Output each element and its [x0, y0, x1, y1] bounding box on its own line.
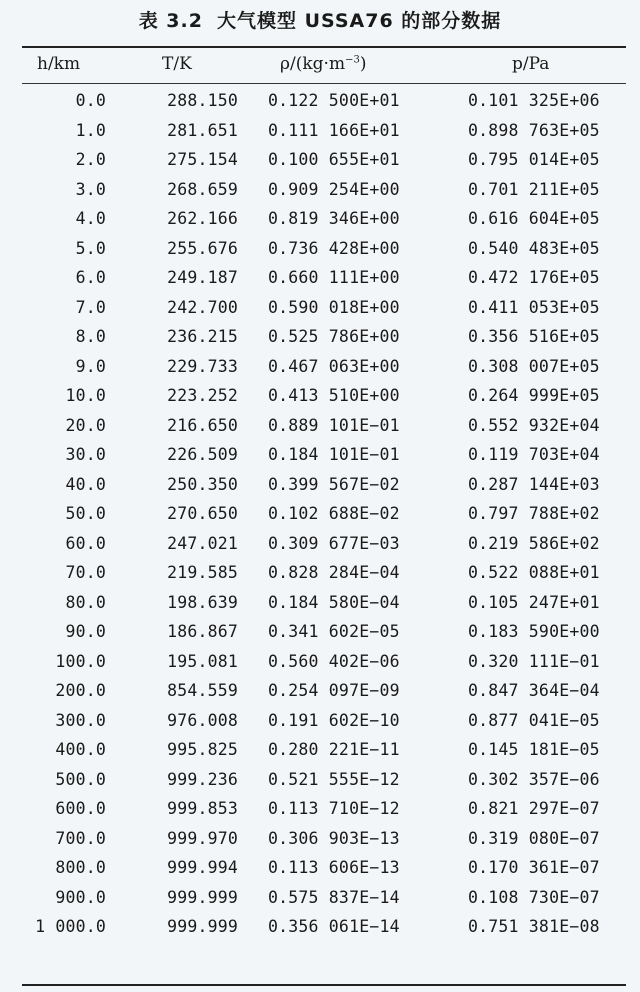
- table-row: [22, 617, 626, 647]
- cell-temperature: 247.021: [167, 533, 238, 553]
- cell-density: 0.590 018E+00: [268, 297, 400, 317]
- cell-pressure: 0.302 357E−06: [468, 769, 600, 789]
- table-title: [0, 6, 640, 33]
- cell-altitude: 6.0: [75, 268, 106, 287]
- table-row: [22, 352, 626, 382]
- table-row: [22, 588, 626, 618]
- cell-temperature: 198.639: [167, 592, 238, 612]
- table-row: [22, 912, 626, 942]
- header-pressure: p/Pa: [512, 54, 550, 74]
- table-row: [22, 263, 626, 293]
- table-row: [22, 706, 626, 736]
- cell-pressure: 0.795 014E+05: [468, 150, 600, 169]
- cell-temperature: 999.853: [167, 799, 238, 818]
- cell-altitude: 1.0: [75, 120, 106, 140]
- cell-temperature: 854.559: [167, 681, 238, 700]
- cell-density: 0.889 101E−01: [268, 415, 400, 435]
- cell-temperature: 999.999: [167, 917, 238, 936]
- cell-pressure: 0.264 999E+05: [468, 386, 600, 405]
- table-header: [22, 54, 626, 78]
- cell-density: 0.399 567E−02: [268, 474, 400, 494]
- table-row: [22, 145, 626, 175]
- table-row: [22, 440, 626, 470]
- table-row: [22, 529, 626, 559]
- cell-temperature: 219.585: [167, 563, 238, 582]
- cell-temperature: 995.825: [167, 740, 238, 759]
- cell-altitude: 300.0: [55, 710, 106, 730]
- cell-temperature: 226.509: [167, 445, 238, 464]
- cell-pressure: 0.219 586E+02: [468, 533, 600, 553]
- cell-pressure: 0.821 297E−07: [468, 799, 600, 818]
- cell-pressure: 0.522 088E+01: [468, 563, 600, 582]
- cell-pressure: 0.308 007E+05: [468, 356, 600, 376]
- cell-pressure: 0.119 703E+04: [468, 445, 600, 464]
- cell-pressure: 0.108 730E−07: [468, 887, 600, 907]
- cell-pressure: 0.287 144E+03: [468, 474, 600, 494]
- table-row: [22, 558, 626, 588]
- header-altitude: h/km: [37, 54, 81, 74]
- cell-pressure: 0.898 763E+05: [468, 120, 600, 140]
- table-row: [22, 765, 626, 795]
- cell-temperature: 270.650: [167, 504, 238, 523]
- cell-pressure: 0.751 381E−08: [468, 917, 600, 936]
- cell-density: 0.356 061E−14: [268, 917, 400, 936]
- cell-altitude: 500.0: [55, 769, 106, 789]
- cell-temperature: 268.659: [167, 179, 238, 199]
- cell-altitude: 700.0: [55, 828, 106, 848]
- table-row: [22, 381, 626, 411]
- cell-density: 0.467 063E+00: [268, 356, 400, 376]
- cell-pressure: 0.847 364E−04: [468, 681, 600, 700]
- cell-pressure: 0.319 080E−07: [468, 828, 600, 848]
- cell-pressure: 0.145 181E−05: [468, 740, 600, 759]
- cell-density: 0.736 428E+00: [268, 238, 400, 258]
- table-row: [22, 735, 626, 765]
- cell-density: 0.341 602E−05: [268, 622, 400, 641]
- cell-density: 0.184 101E−01: [268, 445, 400, 464]
- cell-density: 0.306 903E−13: [268, 828, 400, 848]
- cell-altitude: 2.0: [75, 150, 106, 169]
- cell-temperature: 195.081: [167, 651, 238, 671]
- table-row: [22, 499, 626, 529]
- cell-density: 0.819 346E+00: [268, 209, 400, 228]
- cell-temperature: 999.999: [167, 887, 238, 907]
- cell-altitude: 400.0: [55, 740, 106, 759]
- cell-temperature: 255.676: [167, 238, 238, 258]
- cell-pressure: 0.701 211E+05: [468, 179, 600, 199]
- cell-density: 0.111 166E+01: [268, 120, 400, 140]
- cell-pressure: 0.797 788E+02: [468, 504, 600, 523]
- cell-temperature: 288.150: [167, 91, 238, 110]
- cell-density: 0.909 254E+00: [268, 179, 400, 199]
- cell-density: 0.575 837E−14: [268, 887, 400, 907]
- cell-density: 0.254 097E−09: [268, 681, 400, 700]
- table-row: [22, 204, 626, 234]
- cell-temperature: 281.651: [167, 120, 238, 140]
- cell-density: 0.660 111E+00: [268, 268, 400, 287]
- cell-temperature: 236.215: [167, 327, 238, 346]
- cell-altitude: 40.0: [65, 474, 106, 494]
- table-body: [22, 86, 626, 942]
- table-number: 表 3.2: [138, 10, 203, 32]
- cell-altitude: 9.0: [75, 356, 106, 376]
- table-row: [22, 234, 626, 264]
- cell-density: 0.184 580E−04: [268, 592, 400, 612]
- cell-pressure: 0.170 361E−07: [468, 858, 600, 877]
- cell-altitude: 10.0: [65, 386, 106, 405]
- cell-temperature: 976.008: [167, 710, 238, 730]
- table-row: [22, 470, 626, 500]
- cell-temperature: 275.154: [167, 150, 238, 169]
- header-density-exponent: −3: [345, 54, 360, 66]
- cell-density: 0.122 500E+01: [268, 91, 400, 110]
- table-row: [22, 794, 626, 824]
- header-temperature: T/K: [162, 54, 192, 74]
- cell-temperature: 186.867: [167, 622, 238, 641]
- cell-altitude: 100.0: [55, 651, 106, 671]
- header-density-prefix: ρ/(kg·m: [280, 54, 346, 74]
- cell-altitude: 900.0: [55, 887, 106, 907]
- table-row: [22, 883, 626, 913]
- table-row: [22, 322, 626, 352]
- cell-density: 0.521 555E−12: [268, 769, 400, 789]
- cell-altitude: 90.0: [65, 622, 106, 641]
- cell-altitude: 70.0: [65, 563, 106, 582]
- cell-density: 0.113 606E−13: [268, 858, 400, 877]
- table-caption: 大气模型 USSA76 的部分数据: [216, 10, 502, 32]
- table-row: [22, 647, 626, 677]
- cell-altitude: 200.0: [55, 681, 106, 700]
- cell-density: 0.102 688E−02: [268, 504, 400, 523]
- table-row: [22, 86, 626, 116]
- cell-temperature: 216.650: [167, 415, 238, 435]
- cell-altitude: 30.0: [65, 445, 106, 464]
- header-density: [280, 54, 366, 74]
- top-rule: [22, 46, 626, 48]
- table-row: [22, 411, 626, 441]
- cell-altitude: 800.0: [55, 858, 106, 877]
- cell-temperature: 250.350: [167, 474, 238, 494]
- cell-altitude: 60.0: [65, 533, 106, 553]
- cell-pressure: 0.320 111E−01: [468, 651, 600, 671]
- cell-altitude: 8.0: [75, 327, 106, 346]
- table-row: [22, 824, 626, 854]
- table-row: [22, 175, 626, 205]
- table-row: [22, 116, 626, 146]
- cell-density: 0.560 402E−06: [268, 651, 400, 671]
- cell-density: 0.525 786E+00: [268, 327, 400, 346]
- table-row: [22, 676, 626, 706]
- cell-density: 0.413 510E+00: [268, 386, 400, 405]
- cell-pressure: 0.105 247E+01: [468, 592, 600, 612]
- table-row: [22, 853, 626, 883]
- cell-temperature: 242.700: [167, 297, 238, 317]
- cell-temperature: 223.252: [167, 386, 238, 405]
- cell-pressure: 0.411 053E+05: [468, 297, 600, 317]
- cell-altitude: 7.0: [75, 297, 106, 317]
- cell-altitude: 0.0: [75, 91, 106, 110]
- cell-density: 0.191 602E−10: [268, 710, 400, 730]
- cell-altitude: 3.0: [75, 179, 106, 199]
- cell-pressure: 0.616 604E+05: [468, 209, 600, 228]
- cell-altitude: 4.0: [75, 209, 106, 228]
- cell-pressure: 0.183 590E+00: [468, 622, 600, 641]
- cell-pressure: 0.552 932E+04: [468, 415, 600, 435]
- cell-density: 0.309 677E−03: [268, 533, 400, 553]
- cell-altitude: 600.0: [55, 799, 106, 818]
- header-density-suffix: ): [359, 54, 367, 74]
- cell-density: 0.100 655E+01: [268, 150, 400, 169]
- cell-temperature: 229.733: [167, 356, 238, 376]
- cell-altitude: 50.0: [65, 504, 106, 523]
- cell-altitude: 20.0: [65, 415, 106, 435]
- cell-temperature: 999.994: [167, 858, 238, 877]
- cell-temperature: 999.970: [167, 828, 238, 848]
- cell-altitude: 1 000.0: [35, 917, 106, 936]
- header-rule: [22, 83, 626, 84]
- cell-temperature: 249.187: [167, 268, 238, 287]
- cell-temperature: 262.166: [167, 209, 238, 228]
- cell-density: 0.828 284E−04: [268, 563, 400, 582]
- cell-altitude: 80.0: [65, 592, 106, 612]
- cell-pressure: 0.877 041E−05: [468, 710, 600, 730]
- cell-density: 0.280 221E−11: [268, 740, 400, 759]
- table-row: [22, 293, 626, 323]
- cell-altitude: 5.0: [75, 238, 106, 258]
- cell-pressure: 0.356 516E+05: [468, 327, 600, 346]
- cell-density: 0.113 710E−12: [268, 799, 400, 818]
- cell-temperature: 999.236: [167, 769, 238, 789]
- cell-pressure: 0.101 325E+06: [468, 91, 600, 110]
- cell-pressure: 0.472 176E+05: [468, 268, 600, 287]
- bottom-rule: [22, 984, 626, 986]
- cell-pressure: 0.540 483E+05: [468, 238, 600, 258]
